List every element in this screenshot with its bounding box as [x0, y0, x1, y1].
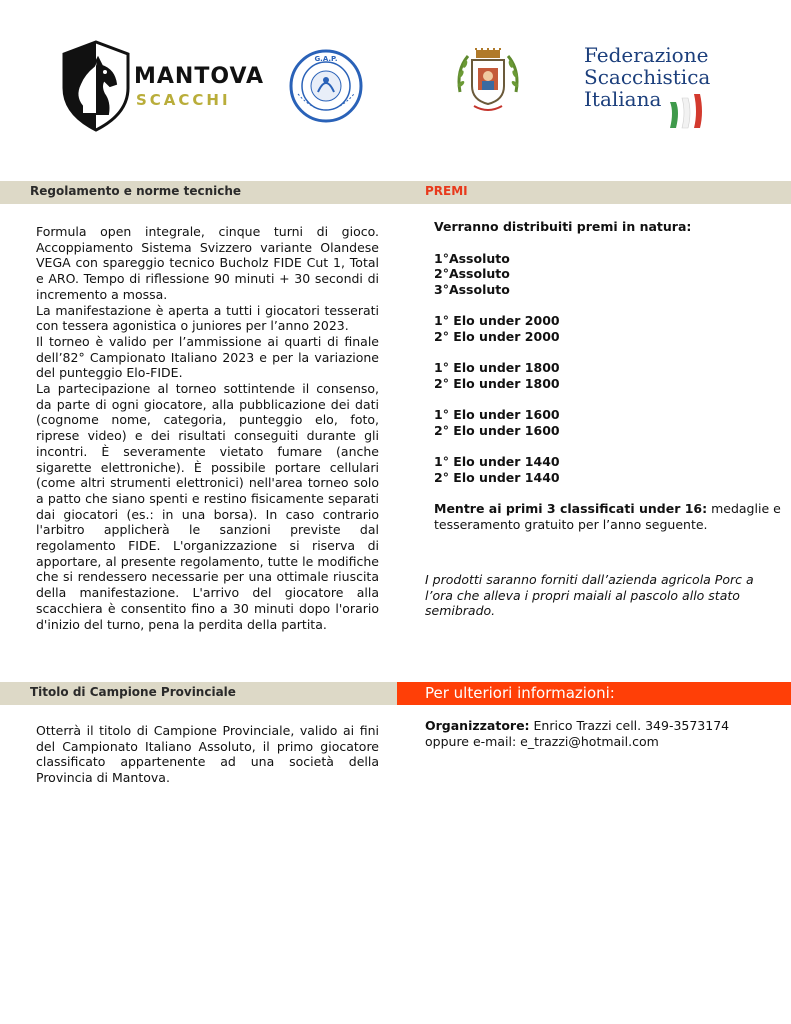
prize-group-under2000 — [434, 313, 782, 344]
prize-group-under1440 — [434, 454, 782, 485]
regolamento-paragraph: La partecipazione al torneo sottintende il consenso, da parte di ogni giocatore, alla pubblicazione dei dati (cognome nome, categoria, punteggio elo, foto, riprese video) e dei risultati conseguiti durante gli incontri. È severamente vietato fumare (anche sigarette elettroniche). È possibile portare cellulari (come altri strumenti elettronici) nell'area torneo solo a patto che siano spenti e restino fisicamente separati dai giocatori (es.: in una borsa). In caso contrario l'arbitro applicherà le sanzioni previste dal regolamento FIDE. L'organizzazione si riserva di apportare, al presente regolamento, tutte le modifiche che si rendessero necessarie per una ottimale riuscita della manifestazione. L'arrivo del giocatore alla scacchiera è consentito fino a 30 minuti dopo l'orario d'inizio del turno, pena la perdita della partita. — [36, 381, 379, 632]
organizer-label: Organizzatore: — [425, 718, 530, 733]
titolo-heading-bar — [0, 682, 397, 705]
prize-item: 2° Elo under 1800 — [434, 376, 560, 392]
regolamento-body — [36, 224, 379, 632]
prize-item: 1° Elo under 2000 — [434, 313, 560, 329]
prize-item: 1° Elo under 1440 — [434, 454, 560, 470]
premi-body — [434, 219, 782, 533]
prize-item: 3°Assoluto — [434, 282, 510, 298]
prize-item: 1° Elo under 1600 — [434, 407, 560, 423]
mantova-logo-title: MANTOVA — [134, 64, 265, 89]
regolamento-paragraph: Formula open integrale, cinque turni di gioco. Accoppiamento Sistema Svizzero variante Olandese VEGA con spareggio tecnico Bucholz FIDE Cut 1, Total e ARO. Tempo di riflessione 90 minuti + 30 secondi di incremento a mossa. — [36, 224, 379, 302]
titolo-body — [36, 723, 379, 786]
fsi-line1: Federazione — [584, 43, 709, 67]
under16-prize-text — [434, 501, 782, 532]
titolo-heading: Titolo di Campione Provinciale — [30, 685, 236, 699]
fsi-line2: Scacchistica — [584, 65, 711, 89]
prize-item: 2°Assoluto — [434, 266, 510, 282]
comune-coat-of-arms-logo — [452, 48, 524, 114]
prize-item: 2° Elo under 1440 — [434, 470, 560, 486]
prize-item: 2° Elo under 2000 — [434, 329, 560, 345]
prize-item: 1°Assoluto — [434, 250, 510, 266]
premi-intro: Verranno distribuiti premi in natura: — [434, 219, 692, 234]
regolamento-heading: Regolamento e norme tecniche — [30, 184, 242, 198]
knight-shield-icon — [60, 40, 132, 132]
gap-logo — [288, 48, 364, 124]
premi-heading-bar — [397, 181, 791, 204]
mantova-logo-subtitle: SCACCHI — [136, 91, 231, 109]
organizer-contact: Enrico Trazzi cell. 349-3573174 — [529, 718, 730, 733]
info-heading-bar — [397, 682, 791, 705]
prize-group-assoluto — [434, 251, 782, 298]
federazione-scacchistica-logo — [584, 44, 724, 132]
prize-item: 2° Elo under 1600 — [434, 423, 560, 439]
coat-of-arms-icon — [452, 48, 524, 114]
prize-item: 1° Elo under 1800 — [434, 360, 560, 376]
titolo-paragraph: Otterrà il titolo di Campione Provinciale, valido ai fini del Campionato Italiano Assoluto, il primo giocatore classificato appartenente ad una società della Provincia di Mantova. — [36, 723, 379, 786]
email-line: oppure e-mail: e_trazzi@hotmail.com — [425, 733, 659, 749]
italian-flag-icon — [666, 90, 720, 130]
mantova-scacchi-logo — [60, 40, 265, 132]
regolamento-paragraph: Il torneo è valido per l’ammissione ai quarti di finale dell’82° Campionato Italiano 2023 e per la variazione del punteggio Elo-FIDE. — [36, 333, 379, 381]
under16-description: medaglie e tesseramento gratuito per l’anno seguente. — [434, 501, 781, 533]
regolamento-heading-bar — [0, 181, 397, 204]
prize-group-under1600 — [434, 407, 782, 438]
prize-supplier-note: I prodotti saranno forniti dall’azienda agricola Porc a l’ora che alleva i propri maiali al pascolo allo stato semibrado. — [425, 572, 754, 619]
fsi-line3: Italiana — [584, 87, 662, 111]
prize-group-under1800 — [434, 360, 782, 391]
gap-seal-icon — [288, 48, 364, 124]
organizer-line — [425, 718, 785, 734]
under16-label: Mentre ai primi 3 classificati under 16: — [434, 501, 708, 517]
regolamento-paragraph: La manifestazione è aperta a tutti i giocatori tesserati con tessera agonistica o juniores per l’anno 2023. — [36, 302, 379, 334]
svg-text:G.A.P.: G.A.P. — [314, 55, 338, 63]
info-body — [425, 718, 785, 749]
prize-list — [434, 251, 782, 486]
info-heading: Per ulteriori informazioni: — [425, 684, 615, 702]
premi-heading: PREMI — [425, 184, 468, 198]
